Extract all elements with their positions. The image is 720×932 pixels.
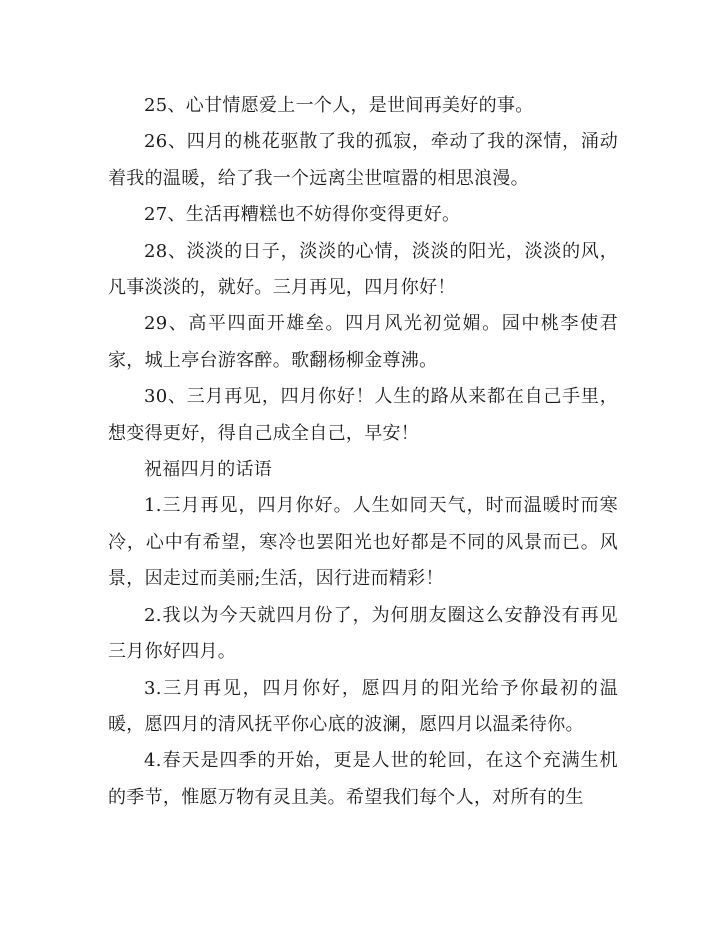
paragraph-29: 29、高平四面开雄垒。四月风光初觉媚。园中桃李使君家，城上亭台游客醉。歌翻杨柳金尊沸。: [108, 313, 618, 371]
paragraph-27: 27、生活再糟糕也不妨得你变得更好。: [144, 204, 461, 226]
blessing-3: 3.三月再见，四月你好，愿四月的阳光给予你最初的温暖，愿四月的清风抚平你心底的波澜，愿四月以温柔待你。: [108, 677, 618, 735]
blessing-2: 2.我以为今天就四月份了，为何朋友圈这么安静没有再见三月你好四月。: [108, 604, 618, 663]
blessing-4: 4.春天是四季的开始，更是人世的轮回，在这个充满生机的季节，惟愿万物有灵且美。希望我们每个人，对所有的生: [108, 750, 618, 808]
paragraph-25: 25、心甘情愿爱上一个人，是世间再美好的事。: [144, 95, 534, 116]
blessing-1: 1.三月再见，四月你好。人生如同天气，时而温暖时而寒冷，心中有希望，寒冷也罢阳光也好都是不同的风景而已。风景，因走过而美丽;生活，因行进而精彩！: [108, 495, 618, 590]
paragraph-28: 28、淡淡的日子，淡淡的心情，淡淡的阳光，淡淡的风，凡事淡淡的，就好。三月再见，四月你好！: [108, 240, 618, 299]
section-heading: 祝福四月的话语: [144, 459, 273, 481]
paragraph-30: 30、三月再见，四月你好！人生的路从来都在自己手里，想变得更好，得自己成全自己，早安！: [108, 386, 618, 444]
paragraph-26: 26、四月的桃花驱散了我的孤寂，牵动了我的深情，涌动着我的温暖，给了我一个远离尘世喧嚣的相思浪漫。: [108, 131, 618, 189]
document-body: [108, 88, 618, 816]
